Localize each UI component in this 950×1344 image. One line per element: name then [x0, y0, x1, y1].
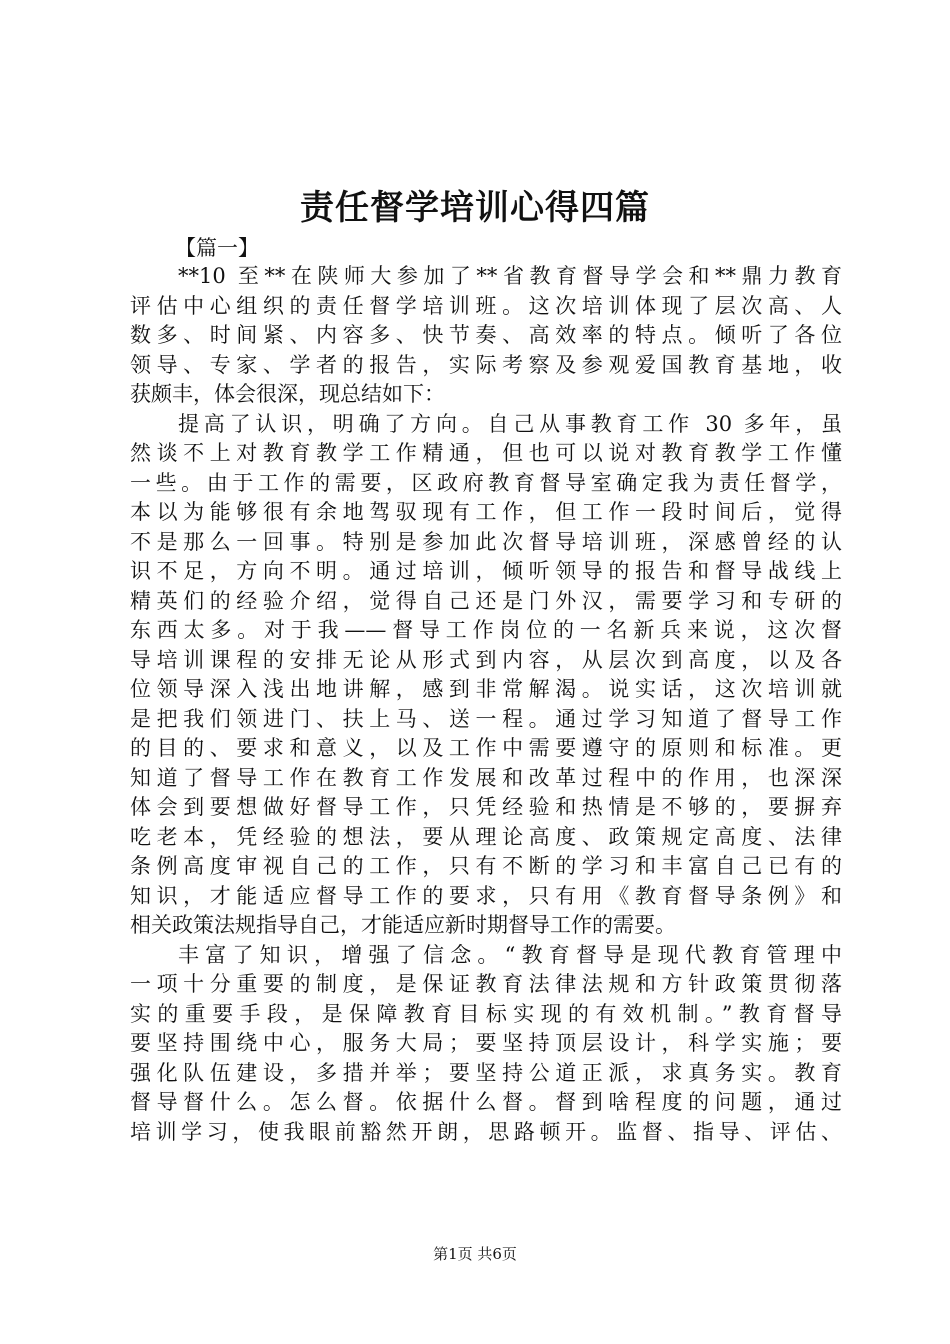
text-line: 督导督什么。怎么督。依据什么督。督到啥程度的问题，通过	[130, 1090, 842, 1114]
text-line: **10 至**在陕师大参加了**省教育督导学会和**鼎力教育	[178, 264, 842, 288]
text-line: 条例高度审视自己的工作，只有不断的学习和丰富自己已有的	[130, 854, 842, 878]
body-text	[130, 262, 842, 1147]
text-line: 识不足，方向不明。通过培训，倾听领导的报告和督导战线上	[130, 559, 842, 583]
text-line: 获颇丰，体会很深，现总结如下：	[130, 382, 445, 406]
text-line: 要坚持围绕中心，服务大局；要坚持顶层设计，科学实施；要	[130, 1031, 842, 1055]
text-line: 是把我们领进门、扶上马、送一程。通过学习知道了督导工作	[130, 706, 842, 731]
section-heading: 【篇一】	[175, 236, 259, 260]
text-line: 然谈不上对教育教学工作精通，但也可以说对教育教学工作懂	[130, 441, 842, 465]
text-line: 吃老本，凭经验的想法，要从理论高度、政策规定高度、法律	[130, 824, 842, 849]
page-footer: 第1页 共6页	[433, 1245, 517, 1263]
text-line: 强化队伍建设，多措并举；要坚持公道正派，求真务实。教育	[130, 1060, 842, 1085]
text-line: 实的重要手段，是保障教育目标实现的有效机制。”教育督导	[130, 1001, 842, 1026]
text-line: 丰富了知识，增强了信念。“教育督导是现代教育管理中	[178, 942, 842, 967]
text-line: 提高了认识，明确了方向。自己从事教育工作 30 多年，虽	[178, 411, 842, 436]
text-line: 评估中心组织的责任督学培训班。这次培训体现了层次高、人	[130, 293, 842, 318]
text-line: 数多、时间紧、内容多、快节奏、高效率的特点。倾听了各位	[130, 323, 842, 347]
text-line: 导培训课程的安排无论从形式到内容，从层次到高度，以及各	[130, 647, 842, 672]
text-line: 本以为能够很有余地驾驭现有工作，但工作一段时间后，觉得	[130, 500, 842, 524]
document-title: 责任督学培训心得四篇	[300, 188, 650, 228]
text-line: 知识，才能适应督导工作的要求，只有用《教育督导条例》和	[130, 883, 842, 908]
text-line: 不是那么一回事。特别是参加此次督导培训班，深感曾经的认	[130, 529, 842, 554]
text-line: 领导、专家、学者的报告，实际考察及参观爱国教育基地，收	[130, 352, 842, 377]
text-line: 的目的、要求和意义，以及工作中需要遵守的原则和标准。更	[130, 736, 842, 760]
text-line: 相关政策法规指导自己，才能适应新时期督导工作的需要。	[130, 913, 676, 937]
text-line: 知道了督导工作在教育工作发展和改革过程中的作用，也深深	[130, 765, 842, 790]
text-line: 培训学习，使我眼前豁然开朗，思路顿开。监督、指导、评估、	[130, 1119, 842, 1144]
text-line: 一些。由于工作的需要，区政府教育督导室确定我为责任督学，	[130, 470, 842, 495]
text-line: 体会到要想做好督导工作，只凭经验和热情是不够的，要摒弃	[130, 795, 842, 819]
text-line: 精英们的经验介绍，觉得自己还是门外汉，需要学习和专研的	[130, 588, 842, 613]
text-line: 位领导深入浅出地讲解，感到非常解渴。说实话，这次培训就	[130, 677, 842, 701]
text-line: 东西太多。对于我——督导工作岗位的一名新兵来说，这次督	[130, 618, 842, 642]
text-line: 一项十分重要的制度，是保证教育法律法规和方针政策贯彻落	[130, 972, 842, 996]
